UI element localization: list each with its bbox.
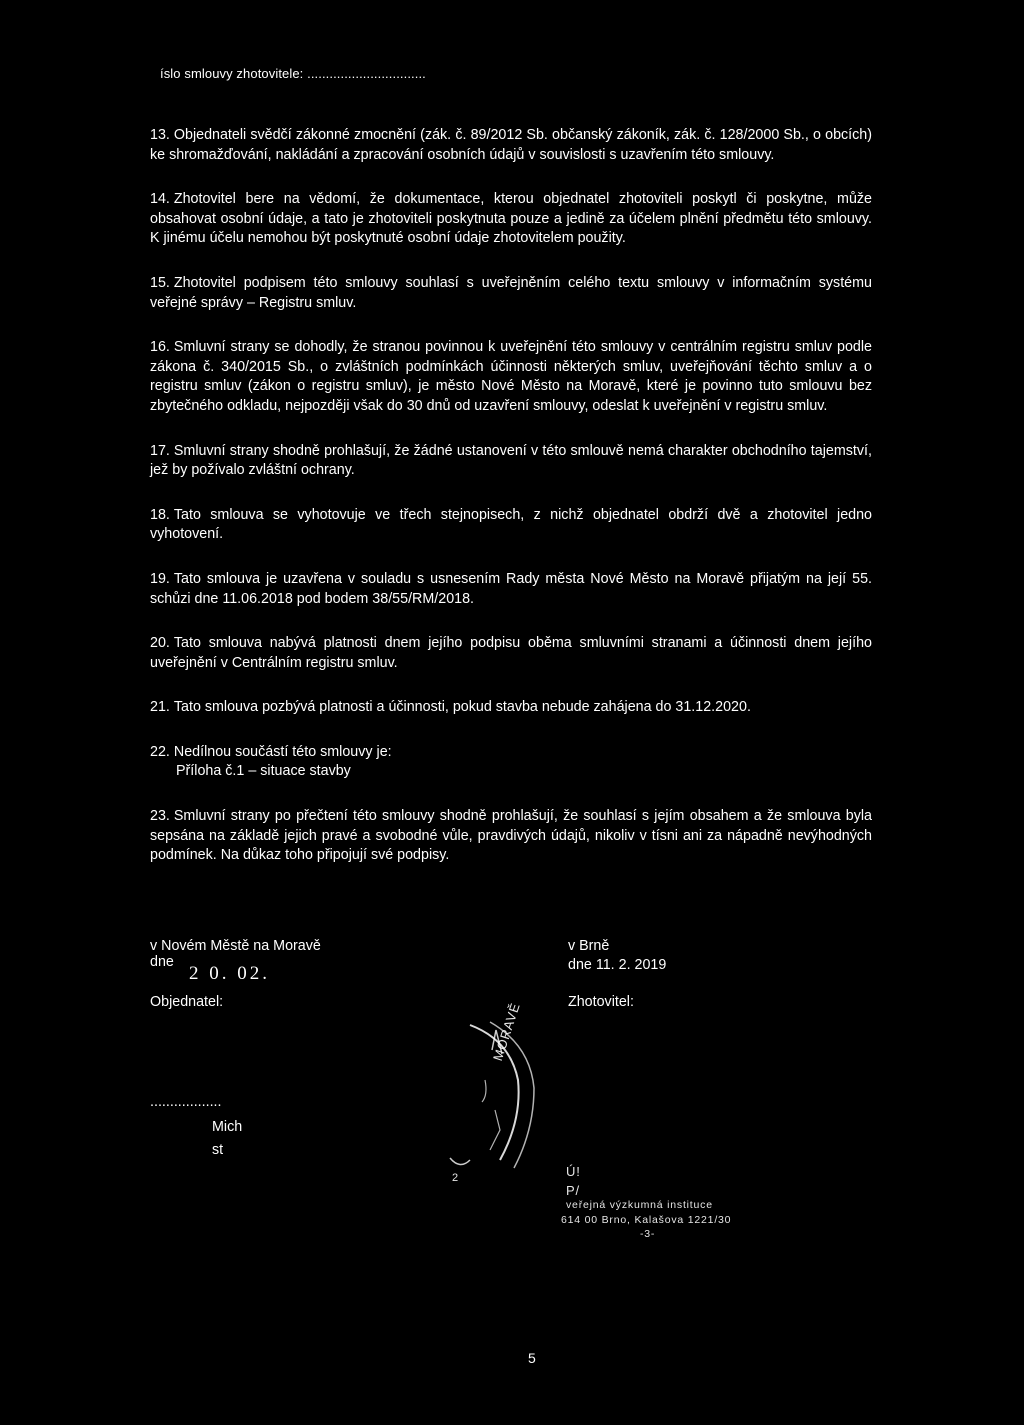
stamp-right-line4: 614 00 Brno, Kalašova 1221/30: [561, 1214, 732, 1226]
stamp-lettering: MORAVĚ: [490, 1000, 523, 1063]
stamp-small-mark: 2: [452, 1172, 459, 1184]
clause-13: 13. Objednateli svědčí zákonné zmocnění (zák. č. 89/2012 Sb. občanský zákoník, zák. č. 128/2000 Sb., o obcích) ke shromažďování, nakládání a zpracování osobních údajů v souvislosti s uzavřením této smlouvy.: [150, 127, 872, 163]
page-number: 5: [528, 1350, 536, 1366]
clause-18: 18. Tato smlouva se vyhotovuje ve třech stejnopisech, z nichž objednatel obdrží dvě a zhotovitel jedno vyhotovení.: [150, 506, 872, 543]
clause-22: 22. Nedílnou součástí této smlouvy je: Příloha č.1 – situace stavby: [150, 743, 872, 782]
official-stamp-icon: [430, 1020, 540, 1170]
client-place: v Novém Městě na Moravě: [150, 938, 321, 954]
clause-14: 14. Zhotovitel bere na vědomí, že dokumentace, kterou objednatel zhotoviteli poskytl či poskytne, může obsahovat osobní údaje, a tato je zhotoviteli poskytnuta pouze a jedině za účelem plnění předmětu této smlouvy. K jinému účelu nemohou být poskytnuté osobní údaje zhotovitelem použity.: [150, 191, 872, 247]
clause-19: 19. Tato smlouva je uzavřena v souladu s usnesením Rady města Nové Město na Moravě přijatým na její 55. schůzi dne 11.06.2018 pod bodem 38/55/RM/2018.: [150, 570, 872, 607]
clause-23: 23. Smluvní strany po přečtení této smlouvy shodně prohlašují, že souhlasí s jejím obsahem a že smlouva byla sepsána na základě jejich pravé a svobodné vůle, pravdivých údajů, nikoliv v tísni ani za nápadně nevýhodných podmínek. Na důkaz toho připojují své podpisy.: [150, 808, 872, 864]
client-role: Objednatel:: [150, 994, 224, 1010]
client-signatory-name: Mich: [212, 1119, 243, 1135]
stamp-right-line1: Ú!: [566, 1164, 581, 1179]
clause-20: 20. Tato smlouva nabývá platnosti dnem jejího podpisu oběma smluvními stranami a účinnosti dnem jejího uveřejnění v Centrálním registru smluv.: [150, 635, 872, 671]
client-date-label: dne: [150, 954, 174, 970]
clause-17: 17. Smluvní strany shodně prohlašují, že žádné ustanovení v této smlouvě nemá charakter obchodního tajemství, jež by požívalo zvláštní ochrany.: [150, 442, 872, 479]
clause-15: 15. Zhotovitel podpisem této smlouvy souhlasí s uveřejněním celého textu smlouvy v informačním systému veřejné správy – Registru smluv.: [150, 274, 872, 311]
stamp-right-line3: veřejná výzkumná instituce: [566, 1199, 713, 1211]
client-signature-line: ..................: [150, 1094, 222, 1110]
stamp-right-line5: -3-: [640, 1228, 656, 1240]
clause-21: 21. Tato smlouva pozbývá platnosti a účinnosti, pokud stavba nebude zahájena do 31.12.2020.: [150, 699, 751, 716]
contract-number-header: íslo smlouvy zhotovitele: ................................: [160, 66, 426, 81]
client-signatory-title: st: [212, 1142, 224, 1158]
attachment-item: Příloha č.1 – situace stavby: [176, 763, 351, 780]
stamp-right-line2: P/: [566, 1183, 580, 1198]
contract-body: [150, 126, 872, 891]
contractor-role: Zhotovitel:: [568, 994, 634, 1010]
contractor-date: dne 11. 2. 2019: [568, 957, 667, 973]
contractor-place: v Brně: [568, 938, 610, 954]
client-handwritten-date: 2 0. 02.: [189, 963, 270, 984]
clause-16: 16. Smluvní strany se dohodly, že stranou povinnou k uveřejnění této smlouvy v centrálním registru smluv podle zákona č. 340/2015 Sb., o zvláštních podmínkách účinnosti některých smluv, uveřejňování těchto smluv a o registru smluv (zákon o registru smluv), je město Nové Město na Moravě, které je povinno tuto smlouvu bez zbytečného odkladu, nejpozději však do 30 dnů od uzavření smlouvy, odeslat k uveřejnění v registru smluv.: [150, 339, 872, 414]
